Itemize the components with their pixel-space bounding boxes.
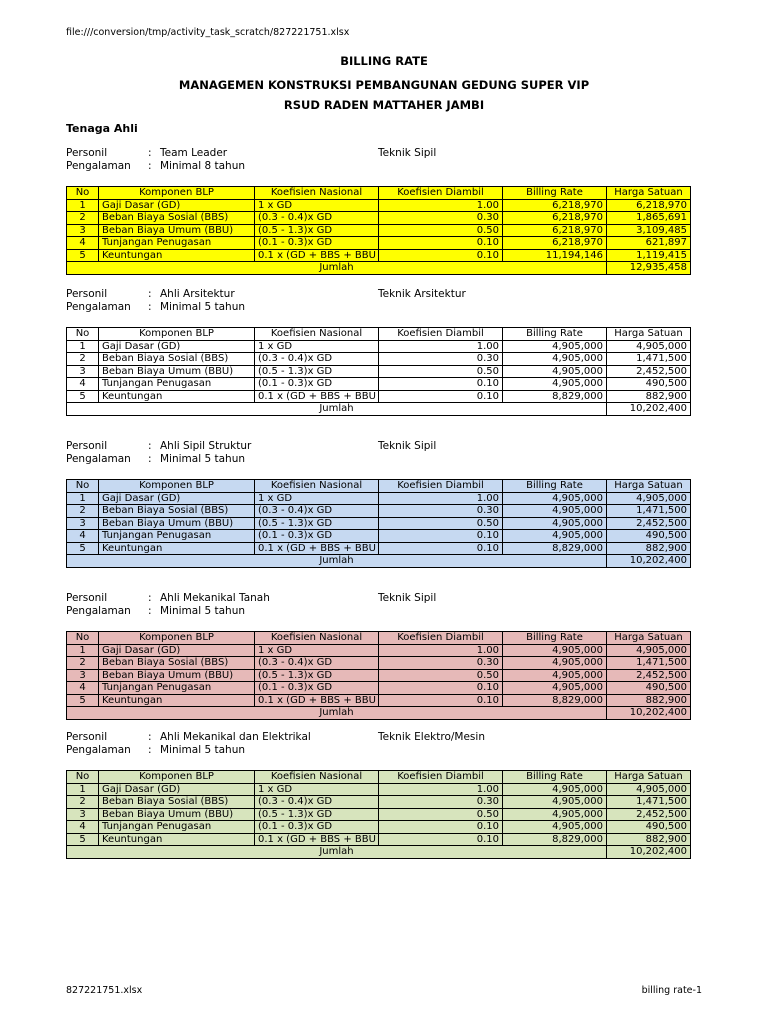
personil-value: Ahli Mekanikal Tanah xyxy=(160,592,270,604)
pengalaman-label: Pengalaman xyxy=(66,301,131,313)
cell-nasional: (0.3 - 0.4)x GD xyxy=(255,212,379,225)
cell-harga: 882,900 xyxy=(607,833,691,846)
cell-diambil: 0.30 xyxy=(379,353,503,366)
personil-label: Personil xyxy=(66,731,108,743)
cell-komponen: Beban Biaya Umum (BBU) xyxy=(99,224,255,237)
file-url: file:///conversion/tmp/activity_task_scratch/827221751.xlsx xyxy=(66,27,350,38)
cell-nasional: (0.5 - 1.3)x GD xyxy=(255,224,379,237)
colon: : xyxy=(148,731,152,743)
cell-harga: 2,452,500 xyxy=(607,808,691,821)
cell-billing: 4,905,000 xyxy=(503,353,607,366)
col-diambil-header: Koefisien Diambil xyxy=(379,187,503,200)
table-header-row xyxy=(67,480,691,493)
personnel-info xyxy=(66,592,690,618)
cell-nasional: (0.1 - 0.3)x GD xyxy=(255,378,379,391)
cell-komponen: Beban Biaya Sosial (BBS) xyxy=(99,353,255,366)
cell-harga: 882,900 xyxy=(607,390,691,403)
cell-harga: 4,905,000 xyxy=(607,492,691,505)
cell-komponen: Keuntungan xyxy=(99,249,255,262)
col-billing-header: Billing Rate xyxy=(503,480,607,493)
cell-no: 2 xyxy=(67,212,99,225)
jumlah-label: Jumlah xyxy=(67,846,607,859)
col-diambil-header: Koefisien Diambil xyxy=(379,480,503,493)
cell-diambil: 0.10 xyxy=(379,237,503,250)
cell-billing: 4,905,000 xyxy=(503,669,607,682)
cell-no: 2 xyxy=(67,796,99,809)
cell-no: 3 xyxy=(67,365,99,378)
bidang-value: Teknik Elektro/Mesin xyxy=(378,731,485,743)
cell-diambil: 0.10 xyxy=(379,694,503,707)
cell-harga: 1,119,415 xyxy=(607,249,691,262)
cell-no: 5 xyxy=(67,833,99,846)
cell-nasional: (0.5 - 1.3)x GD xyxy=(255,365,379,378)
jumlah-label: Jumlah xyxy=(67,555,607,568)
col-billing-header: Billing Rate xyxy=(503,328,607,341)
cell-harga: 882,900 xyxy=(607,694,691,707)
jumlah-value: 10,202,400 xyxy=(607,846,691,859)
table-row xyxy=(67,682,691,695)
colon: : xyxy=(148,440,152,452)
cell-no: 5 xyxy=(67,694,99,707)
pengalaman-label: Pengalaman xyxy=(66,744,131,756)
cell-diambil: 0.10 xyxy=(379,682,503,695)
cell-diambil: 0.50 xyxy=(379,517,503,530)
cell-harga: 1,471,500 xyxy=(607,657,691,670)
col-nasional-header: Koefisien Nasional xyxy=(255,328,379,341)
cell-billing: 6,218,970 xyxy=(503,199,607,212)
cell-harga: 3,109,485 xyxy=(607,224,691,237)
col-diambil-header: Koefisien Diambil xyxy=(379,632,503,645)
cell-nasional: (0.1 - 0.3)x GD xyxy=(255,530,379,543)
jumlah-label: Jumlah xyxy=(67,403,607,416)
col-no-header: No xyxy=(67,771,99,784)
cell-diambil: 0.10 xyxy=(379,378,503,391)
cell-nasional: (0.5 - 1.3)x GD xyxy=(255,669,379,682)
cell-diambil: 0.50 xyxy=(379,808,503,821)
cell-harga: 6,218,970 xyxy=(607,199,691,212)
cell-diambil: 0.30 xyxy=(379,212,503,225)
table-row xyxy=(67,644,691,657)
cell-diambil: 1.00 xyxy=(379,199,503,212)
cell-no: 5 xyxy=(67,542,99,555)
cell-nasional: 0.1 x (GD + BBS + BBU xyxy=(255,833,379,846)
cell-no: 3 xyxy=(67,224,99,237)
col-harga-header: Harga Satuan xyxy=(607,328,691,341)
cell-nasional: (0.1 - 0.3)x GD xyxy=(255,237,379,250)
personnel-info xyxy=(66,147,690,173)
cell-nasional: (0.3 - 0.4)x GD xyxy=(255,505,379,518)
colon: : xyxy=(148,453,152,465)
table-row xyxy=(67,378,691,391)
pengalaman-label: Pengalaman xyxy=(66,160,131,172)
col-harga-header: Harga Satuan xyxy=(607,187,691,200)
cell-komponen: Tunjangan Penugasan xyxy=(99,821,255,834)
personil-value: Ahli Sipil Struktur xyxy=(160,440,252,452)
pengalaman-label: Pengalaman xyxy=(66,453,131,465)
pengalaman-value: Minimal 5 tahun xyxy=(160,301,245,313)
cell-harga: 2,452,500 xyxy=(607,365,691,378)
cell-harga: 490,500 xyxy=(607,821,691,834)
table-row xyxy=(67,530,691,543)
jumlah-row xyxy=(67,555,691,568)
cell-billing: 4,905,000 xyxy=(503,821,607,834)
cell-komponen: Gaji Dasar (GD) xyxy=(99,644,255,657)
cell-diambil: 0.50 xyxy=(379,669,503,682)
billing-table xyxy=(66,770,691,859)
table-row xyxy=(67,505,691,518)
pengalaman-value: Minimal 8 tahun xyxy=(160,160,245,172)
cell-nasional: 1 x GD xyxy=(255,199,379,212)
cell-no: 2 xyxy=(67,353,99,366)
table-row xyxy=(67,808,691,821)
table-row xyxy=(67,237,691,250)
cell-nasional: 1 x GD xyxy=(255,340,379,353)
cell-no: 2 xyxy=(67,657,99,670)
cell-harga: 2,452,500 xyxy=(607,669,691,682)
cell-nasional: 1 x GD xyxy=(255,783,379,796)
jumlah-label: Jumlah xyxy=(67,262,607,275)
jumlah-row xyxy=(67,707,691,720)
cell-harga: 1,471,500 xyxy=(607,353,691,366)
personil-label: Personil xyxy=(66,592,108,604)
cell-diambil: 0.10 xyxy=(379,542,503,555)
table-row xyxy=(67,657,691,670)
cell-nasional: (0.5 - 1.3)x GD xyxy=(255,808,379,821)
cell-komponen: Beban Biaya Sosial (BBS) xyxy=(99,505,255,518)
billing-table xyxy=(66,186,691,275)
table-row xyxy=(67,365,691,378)
table-row xyxy=(67,669,691,682)
col-nasional-header: Koefisien Nasional xyxy=(255,632,379,645)
table-row xyxy=(67,833,691,846)
cell-no: 4 xyxy=(67,682,99,695)
cell-komponen: Gaji Dasar (GD) xyxy=(99,783,255,796)
cell-no: 3 xyxy=(67,808,99,821)
jumlah-row xyxy=(67,846,691,859)
cell-nasional: (0.3 - 0.4)x GD xyxy=(255,657,379,670)
cell-komponen: Keuntungan xyxy=(99,390,255,403)
cell-no: 5 xyxy=(67,390,99,403)
cell-billing: 4,905,000 xyxy=(503,492,607,505)
cell-diambil: 0.30 xyxy=(379,657,503,670)
cell-diambil: 0.10 xyxy=(379,390,503,403)
jumlah-value: 12,935,458 xyxy=(607,262,691,275)
cell-komponen: Beban Biaya Umum (BBU) xyxy=(99,808,255,821)
personil-label: Personil xyxy=(66,440,108,452)
jumlah-value: 10,202,400 xyxy=(607,707,691,720)
cell-harga: 490,500 xyxy=(607,682,691,695)
cell-no: 1 xyxy=(67,340,99,353)
jumlah-value: 10,202,400 xyxy=(607,403,691,416)
jumlah-label: Jumlah xyxy=(67,707,607,720)
cell-harga: 2,452,500 xyxy=(607,517,691,530)
col-no-header: No xyxy=(67,187,99,200)
personnel-block xyxy=(66,288,690,416)
cell-komponen: Beban Biaya Sosial (BBS) xyxy=(99,796,255,809)
cell-nasional: 1 x GD xyxy=(255,492,379,505)
cell-nasional: 1 x GD xyxy=(255,644,379,657)
cell-billing: 11,194,146 xyxy=(503,249,607,262)
billing-table xyxy=(66,631,691,720)
cell-nasional: (0.1 - 0.3)x GD xyxy=(255,682,379,695)
pengalaman-value: Minimal 5 tahun xyxy=(160,744,245,756)
cell-komponen: Beban Biaya Sosial (BBS) xyxy=(99,212,255,225)
cell-no: 3 xyxy=(67,517,99,530)
cell-billing: 8,829,000 xyxy=(503,833,607,846)
cell-billing: 6,218,970 xyxy=(503,237,607,250)
col-harga-header: Harga Satuan xyxy=(607,771,691,784)
cell-komponen: Beban Biaya Sosial (BBS) xyxy=(99,657,255,670)
personnel-block xyxy=(66,731,690,859)
cell-harga: 1,471,500 xyxy=(607,505,691,518)
personnel-block xyxy=(66,592,690,720)
cell-komponen: Gaji Dasar (GD) xyxy=(99,199,255,212)
cell-komponen: Beban Biaya Umum (BBU) xyxy=(99,517,255,530)
table-row xyxy=(67,353,691,366)
table-row xyxy=(67,340,691,353)
bidang-value: Teknik Arsitektur xyxy=(378,288,466,300)
table-row xyxy=(67,249,691,262)
cell-nasional: (0.3 - 0.4)x GD xyxy=(255,796,379,809)
cell-komponen: Keuntungan xyxy=(99,694,255,707)
cell-komponen: Tunjangan Penugasan xyxy=(99,237,255,250)
cell-no: 4 xyxy=(67,237,99,250)
cell-no: 1 xyxy=(67,199,99,212)
cell-no: 1 xyxy=(67,644,99,657)
cell-diambil: 0.50 xyxy=(379,224,503,237)
colon: : xyxy=(148,605,152,617)
cell-billing: 8,829,000 xyxy=(503,694,607,707)
col-nasional-header: Koefisien Nasional xyxy=(255,771,379,784)
personil-value: Ahli Mekanikal dan Elektrikal xyxy=(160,731,311,743)
cell-komponen: Tunjangan Penugasan xyxy=(99,682,255,695)
cell-diambil: 0.10 xyxy=(379,833,503,846)
col-harga-header: Harga Satuan xyxy=(607,480,691,493)
cell-billing: 4,905,000 xyxy=(503,365,607,378)
page-title: BILLING RATE xyxy=(340,54,428,68)
footer-sheet-name: billing rate-1 xyxy=(641,985,702,996)
cell-harga: 1,865,691 xyxy=(607,212,691,225)
col-komponen-header: Komponen BLP xyxy=(99,328,255,341)
col-billing-header: Billing Rate xyxy=(503,771,607,784)
table-row xyxy=(67,212,691,225)
table-row xyxy=(67,783,691,796)
page-subtitle: MANAGEMEN KONSTRUKSI PEMBANGUNAN GEDUNG SUPER VIP xyxy=(178,78,590,92)
cell-komponen: Gaji Dasar (GD) xyxy=(99,340,255,353)
cell-diambil: 0.50 xyxy=(379,365,503,378)
pengalaman-value: Minimal 5 tahun xyxy=(160,605,245,617)
cell-nasional: (0.5 - 1.3)x GD xyxy=(255,517,379,530)
table-row xyxy=(67,390,691,403)
colon: : xyxy=(148,301,152,313)
cell-harga: 4,905,000 xyxy=(607,340,691,353)
colon: : xyxy=(148,592,152,604)
cell-nasional: 0.1 x (GD + BBS + BBU xyxy=(255,542,379,555)
cell-billing: 4,905,000 xyxy=(503,517,607,530)
footer-filename: 827221751.xlsx xyxy=(66,985,143,996)
col-no-header: No xyxy=(67,480,99,493)
col-nasional-header: Koefisien Nasional xyxy=(255,480,379,493)
cell-harga: 4,905,000 xyxy=(607,644,691,657)
table-row xyxy=(67,517,691,530)
jumlah-value: 10,202,400 xyxy=(607,555,691,568)
personnel-info xyxy=(66,731,690,757)
cell-diambil: 0.10 xyxy=(379,249,503,262)
table-header-row xyxy=(67,632,691,645)
cell-nasional: 0.1 x (GD + BBS + BBU xyxy=(255,390,379,403)
cell-diambil: 0.30 xyxy=(379,505,503,518)
cell-komponen: Keuntungan xyxy=(99,833,255,846)
table-row xyxy=(67,542,691,555)
personnel-info xyxy=(66,288,690,314)
table-row xyxy=(67,224,691,237)
cell-harga: 1,471,500 xyxy=(607,796,691,809)
cell-harga: 490,500 xyxy=(607,530,691,543)
table-row xyxy=(67,821,691,834)
personil-label: Personil xyxy=(66,288,108,300)
personnel-block xyxy=(66,440,690,568)
col-komponen-header: Komponen BLP xyxy=(99,632,255,645)
cell-diambil: 1.00 xyxy=(379,783,503,796)
colon: : xyxy=(148,744,152,756)
bidang-value: Teknik Sipil xyxy=(378,592,437,604)
section-label: Tenaga Ahli xyxy=(66,122,138,135)
page-subtitle-location: RSUD RADEN MATTAHER JAMBI xyxy=(283,98,485,112)
cell-billing: 4,905,000 xyxy=(503,505,607,518)
cell-billing: 8,829,000 xyxy=(503,542,607,555)
col-komponen-header: Komponen BLP xyxy=(99,480,255,493)
cell-komponen: Tunjangan Penugasan xyxy=(99,378,255,391)
cell-komponen: Beban Biaya Umum (BBU) xyxy=(99,365,255,378)
col-no-header: No xyxy=(67,632,99,645)
cell-nasional: (0.3 - 0.4)x GD xyxy=(255,353,379,366)
col-komponen-header: Komponen BLP xyxy=(99,187,255,200)
cell-harga: 882,900 xyxy=(607,542,691,555)
cell-billing: 4,905,000 xyxy=(503,657,607,670)
cell-billing: 4,905,000 xyxy=(503,378,607,391)
cell-no: 3 xyxy=(67,669,99,682)
cell-no: 4 xyxy=(67,378,99,391)
cell-no: 1 xyxy=(67,783,99,796)
col-komponen-header: Komponen BLP xyxy=(99,771,255,784)
table-row xyxy=(67,796,691,809)
pengalaman-label: Pengalaman xyxy=(66,605,131,617)
table-row xyxy=(67,492,691,505)
col-no-header: No xyxy=(67,328,99,341)
table-header-row xyxy=(67,328,691,341)
personnel-block xyxy=(66,147,690,275)
cell-diambil: 0.10 xyxy=(379,821,503,834)
cell-komponen: Beban Biaya Umum (BBU) xyxy=(99,669,255,682)
table-row xyxy=(67,199,691,212)
colon: : xyxy=(148,147,152,159)
billing-table xyxy=(66,327,691,416)
cell-nasional: 0.1 x (GD + BBS + BBU xyxy=(255,694,379,707)
bidang-value: Teknik Sipil xyxy=(378,440,437,452)
cell-billing: 4,905,000 xyxy=(503,682,607,695)
personil-value: Ahli Arsitektur xyxy=(160,288,235,300)
table-header-row xyxy=(67,187,691,200)
col-harga-header: Harga Satuan xyxy=(607,632,691,645)
cell-harga: 621,897 xyxy=(607,237,691,250)
cell-nasional: 0.1 x (GD + BBS + BBU xyxy=(255,249,379,262)
cell-billing: 4,905,000 xyxy=(503,644,607,657)
cell-harga: 490,500 xyxy=(607,378,691,391)
cell-billing: 6,218,970 xyxy=(503,212,607,225)
cell-nasional: (0.1 - 0.3)x GD xyxy=(255,821,379,834)
col-billing-header: Billing Rate xyxy=(503,632,607,645)
col-nasional-header: Koefisien Nasional xyxy=(255,187,379,200)
jumlah-row xyxy=(67,403,691,416)
personil-value: Team Leader xyxy=(160,147,228,159)
cell-billing: 4,905,000 xyxy=(503,783,607,796)
cell-komponen: Gaji Dasar (GD) xyxy=(99,492,255,505)
cell-diambil: 1.00 xyxy=(379,492,503,505)
cell-billing: 4,905,000 xyxy=(503,796,607,809)
col-diambil-header: Koefisien Diambil xyxy=(379,771,503,784)
table-header-row xyxy=(67,771,691,784)
cell-diambil: 0.10 xyxy=(379,530,503,543)
cell-diambil: 0.30 xyxy=(379,796,503,809)
jumlah-row xyxy=(67,262,691,275)
pengalaman-value: Minimal 5 tahun xyxy=(160,453,245,465)
cell-komponen: Keuntungan xyxy=(99,542,255,555)
cell-billing: 8,829,000 xyxy=(503,390,607,403)
cell-billing: 4,905,000 xyxy=(503,530,607,543)
table-row xyxy=(67,694,691,707)
colon: : xyxy=(148,288,152,300)
personil-label: Personil xyxy=(66,147,108,159)
cell-komponen: Tunjangan Penugasan xyxy=(99,530,255,543)
cell-harga: 4,905,000 xyxy=(607,783,691,796)
cell-diambil: 1.00 xyxy=(379,340,503,353)
cell-diambil: 1.00 xyxy=(379,644,503,657)
cell-no: 2 xyxy=(67,505,99,518)
colon: : xyxy=(148,160,152,172)
col-billing-header: Billing Rate xyxy=(503,187,607,200)
cell-no: 4 xyxy=(67,530,99,543)
cell-no: 5 xyxy=(67,249,99,262)
col-diambil-header: Koefisien Diambil xyxy=(379,328,503,341)
bidang-value: Teknik Sipil xyxy=(378,147,437,159)
cell-billing: 6,218,970 xyxy=(503,224,607,237)
personnel-info xyxy=(66,440,690,466)
cell-billing: 4,905,000 xyxy=(503,808,607,821)
billing-table xyxy=(66,479,691,568)
cell-no: 1 xyxy=(67,492,99,505)
cell-no: 4 xyxy=(67,821,99,834)
cell-billing: 4,905,000 xyxy=(503,340,607,353)
